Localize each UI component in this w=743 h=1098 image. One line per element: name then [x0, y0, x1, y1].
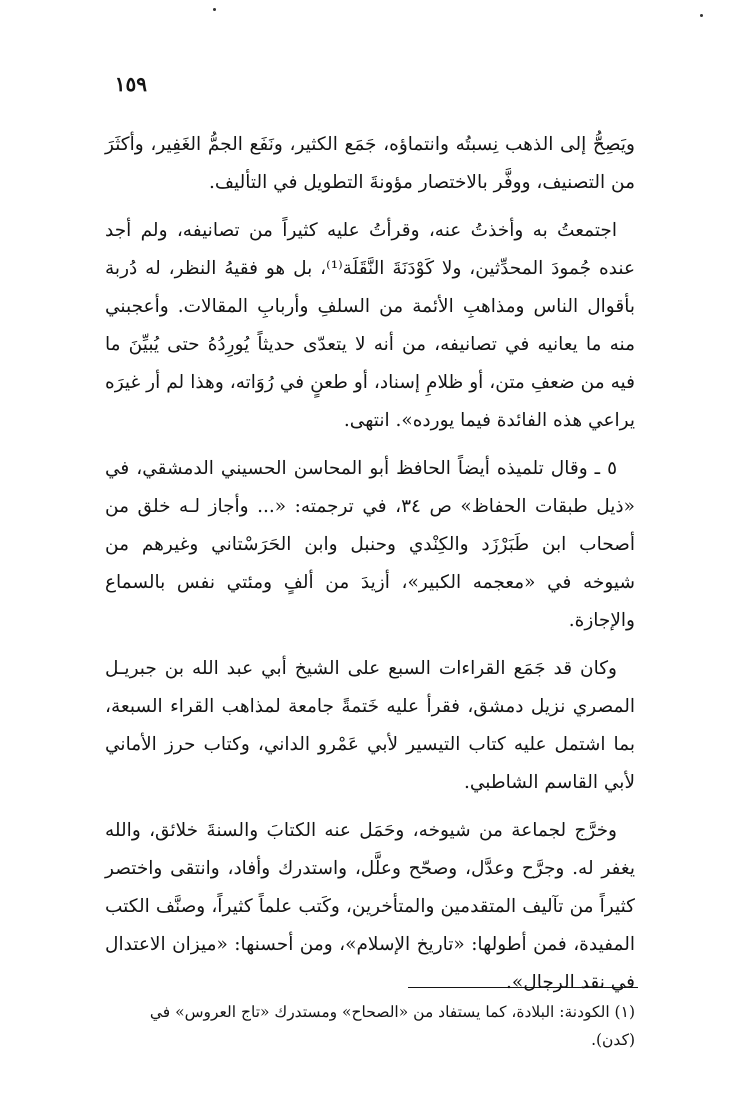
paragraph: ٥ ـ وقال تلميذه أيضاً الحافظ أبو المحاسن الحسيني الدمشقي، في «ذيل طبقات الحفاظ» ص ٣٤، في ترجمته: «... وأجاز لـه خلق من أصحاب ابن طَبَرْزَد والكِنْدي وحنبل وابن الحَرَسْتاني وغيرهم من شيوخه في «معجمه الكبير»، أزيدَ من ألفٍ ومئتي نفس بالسماع والإجازة.	[105, 458, 635, 631]
paragraph: وكان قد جَمَع القراءات السبع على الشيخ أبي عبد الله بن جبريـل المصري نزيل دمشق، فقرأ عليه خَتمةً جامعة لمذاهب القراء السبعة، بما اشتمل عليه كتاب التيسير لأبي عَمْرو الداني، وكتاب حرز الأماني لأبي القاسم الشاطبي.	[105, 658, 635, 793]
footnote-divider	[408, 987, 638, 988]
page-number: ١٥٩	[114, 72, 147, 96]
body-text	[105, 126, 635, 1012]
scan-speck	[700, 14, 703, 17]
paragraph: وخرَّج لجماعة من شيوخه، وحَمَل عنه الكتابَ والسنةَ خلائق، والله يغفر له. وجرَّح وعدَّل، وصحّح وعلَّل، واستدرك وأفاد، وانتقى واختصر كثيراً من تآليف المتقدمين والمتأخرين، وكَتب علماً كثيراً، وصنَّف الكتب المفيدة، فمن أطولها: «تاريخ الإسلام»، ومن أحسنها: «ميزان الاعتدال في نقد الرجال».	[105, 820, 635, 993]
paragraph: ويَصِحُّ إلى الذهب نِسبتُه وانتماؤه، جَمَع الكثير، ونَفَع الجمُّ الغَفِير، وأكثَرَ من التصنيف، ووفَّر بالاختصار مؤونةَ التطويل في التأليف.	[105, 134, 635, 193]
footnote: (١) الكودنة: البلادة، كما يستفاد من «الصحاح» ومستدرك «تاج العروس» في (كدن).	[149, 1003, 635, 1049]
scan-speck	[213, 8, 216, 11]
paragraph: اجتمعتُ به وأخذتُ عنه، وقرأتُ عليه كثيراً من تصانيفه، ولم أجد عنده جُمودَ المحدِّثين، ولا كَوْدَنَةَ النَّقَلَة⁽¹⁾، بل هو فقيهُ النظر، له دُربة بأقوال الناس ومذاهبِ الأئمة من السلفِ وأربابِ المقالات. وأعجبني منه ما يعانيه في تصانيفه، من أنه لا يتعدّى حديثاً يُورِدُهُ حتى يُبيِّنَ ما فيه من ضعفِ متن، أو ظلامِ إسناد، أو طعنٍ في رُوَاته، وهذا لم أر غيرَه يراعي هذه الفائدة فيما يورده». انتهى.	[105, 220, 635, 431]
